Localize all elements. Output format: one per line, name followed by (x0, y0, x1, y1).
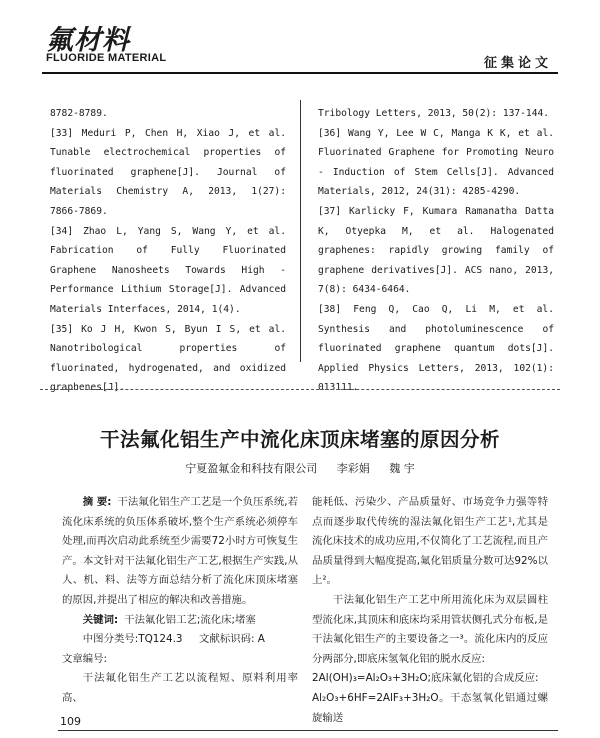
body-right-column (312, 493, 548, 728)
keywords (62, 611, 298, 631)
equation-line: Al₂O₃+6HF=2AlF₃+3H₂O。干态氢氧化铝通过螺旋输送 (312, 691, 548, 724)
author-name: 魏 宇 (389, 462, 415, 475)
reference-item: Tribology Letters, 2013, 50(2): 137-144. (318, 108, 550, 119)
article-title: 干法氟化铝生产中流化床顶床堵塞的原因分析 (99, 428, 500, 451)
reference-item: [37] Karlicky F, Kumara Ramanatha Datta K, Otyepka M, et al. Halogenated graphenes: rapidly growing family of graphene derivatives[J]. ACS nano, 2013, 7(8): 6434-6464. (318, 205, 554, 296)
references-right-column (318, 104, 554, 398)
header-rule (42, 72, 558, 74)
body-paragraph: 能耗低、污染少、产品质量好、市场竞争力强等特点而逐步取代传统的湿法氟化铝生产工艺¹,尤其是流化床技术的成功应用,不仅简化了工艺流程,而且产品质量得到大幅度提高,氟化铝质量分数可达92%以上²。 (312, 496, 548, 587)
body-left-column (62, 493, 298, 709)
body-paragraph: 干法氟化铝生产工艺中所用流化床为双层圆柱型流化床,其顶床和底床均采用管状侧孔式分布板,是干法氟化铝生产的主要设备之一³。流化床内的反应分两部分,即底床氢氧化铝的脱水反应: (312, 593, 548, 665)
reference-item: [38] Feng Q, Cao Q, Li M, et al. Synthesis and photoluminescence of fluorinated graphene quantum dots[J]. Applied Physics Letters, 2013, 102(1): 013111. (318, 303, 554, 394)
journal-logo-english: FLUORIDE MATERIAL (46, 52, 167, 64)
footer-rule (58, 730, 558, 731)
reference-item: [36] Wang Y, Lee W C, Manga K K, et al. Fluorinated Graphene for Promoting Neuro - Induction of Stem Cells[J]. Advanced Materials, 2012, 24(31): 4285-4290. (318, 127, 554, 198)
column-divider (300, 100, 301, 362)
class-number: 中图分类号:TQ124.3 (82, 633, 183, 646)
author-line (0, 460, 600, 476)
reference-item: 8782-8789. (50, 108, 108, 119)
author-name: 李彩娟 (336, 462, 370, 475)
reference-item: [34] Zhao L, Yang S, Wang Y, et al. Fabrication of Fully Fluorinated Graphene Nanosheets Towards High - Performance Lithium Storage[J]. Advanced Materials Interfaces, 2014, 1(4). (50, 225, 286, 315)
reference-item: [33] Meduri P, Chen H, Xiao J, et al. Tunable electrochemical properties of fluorinated graphene[J]. Journal of Materials Chemistry A, 2013, 1(27): 7866-7869. (50, 127, 286, 217)
classification-line (62, 630, 298, 650)
journal-logo: 氟材料 (46, 25, 130, 55)
abstract-text: 干法氟化铝生产工艺是一个负压系统,若流化床系统的负压体系破坏,整个生产系统必须停车处理,而再次启动此系统至少需要72小时方可恢复生产。本文针对干法氟化铝生产工艺,根据生产实践,从人、机、料、法等方面总结分析了流化床顶床堵塞的原因,并提出了相应的解决和改善措施。 (62, 496, 298, 606)
keywords-text: 干法氟化铝工艺;流化床;堵塞 (124, 613, 256, 626)
equation-line: 2Al(OH)₃=Al₂O₃+3H₂O;底床氟化铝的合成反应: (312, 672, 539, 685)
abstract (62, 493, 298, 611)
article-separator (40, 389, 560, 390)
affiliation: 宁夏盈氟金和科技有限公司 (185, 462, 318, 475)
keywords-label: 关键词: (82, 613, 119, 626)
abstract-label: 摘 要: (82, 496, 112, 508)
reference-item: [35] Ko J H, Kwon S, Byun I S, et al. Nanotribological properties of fluorinated, hydrogenated, and oxidized graphenes[J]. (50, 323, 286, 394)
section-label: 征集论文 (483, 56, 552, 71)
page-number: 109 (60, 715, 81, 728)
document-code: 文献标识码: A (199, 633, 265, 646)
article-number: 文章编号: (62, 652, 108, 665)
intro-paragraph: 干法氟化铝生产工艺以流程短、原料利用率高、 (62, 672, 298, 704)
references-left-column (50, 104, 286, 398)
